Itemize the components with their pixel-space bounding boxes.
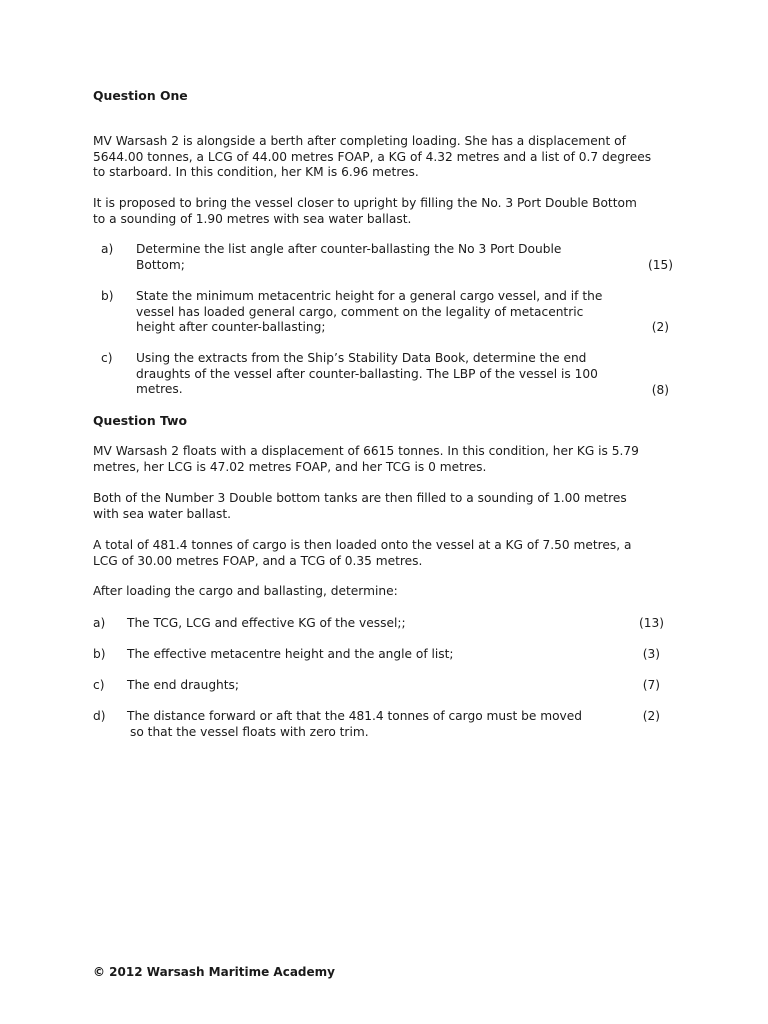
- text-line: vessel has loaded general cargo, comment on the legality of metacentric: [136, 304, 584, 319]
- item-letter: d): [93, 709, 106, 723]
- marks-badge: (15): [647, 258, 673, 272]
- text-line: The distance forward or aft that the 481.4 tonnes of cargo must be moved: [127, 709, 583, 723]
- item-letter: a): [101, 242, 114, 256]
- marks-badge: (2): [642, 709, 660, 723]
- text-line: 5644.00 tonnes, a LCG of 44.00 metres FOAP, a KG of 4.32 metres and a list of 0.7 degrees: [93, 149, 652, 164]
- text-line: Using the extracts from the Ship’s Stability Data Book, determine the end: [136, 351, 587, 365]
- marks-badge: (7): [642, 678, 660, 692]
- text-line: so that the vessel floats with zero trim.: [130, 724, 369, 739]
- text-line: MV Warsash 2 is alongside a berth after completing loading. She has a displacement of: [93, 134, 626, 148]
- question-one-intro: [93, 134, 683, 181]
- question-one-part-c: [136, 351, 626, 398]
- text-line: The TCG, LCG and effective KG of the vessel;;: [127, 616, 406, 630]
- item-letter: b): [93, 647, 106, 661]
- copyright-footer: © 2012 Warsash Maritime Academy: [93, 965, 335, 979]
- marks-badge: (3): [642, 647, 660, 661]
- text-line: Determine the list angle after counter-ballasting the No 3 Port Double: [136, 242, 562, 256]
- question-one-part-a: [136, 242, 616, 273]
- text-line: After loading the cargo and ballasting, determine:: [93, 584, 398, 598]
- item-letter: a): [93, 616, 106, 630]
- text-line: Bottom;: [136, 257, 185, 272]
- text-line: The effective metacentre height and the angle of list;: [127, 647, 454, 661]
- text-line: MV Warsash 2 floats with a displacement of 6615 tonnes. In this condition, her KG is 5.79: [93, 444, 639, 458]
- text-line: LCG of 30.00 metres FOAP, and a TCG of 0.35 metres.: [93, 553, 423, 568]
- text-line: to starboard. In this condition, her KM is 6.96 metres.: [93, 165, 419, 180]
- text-line: The end draughts;: [127, 678, 240, 692]
- question-two-cargo: [93, 538, 683, 569]
- text-line: draughts of the vessel after counter-ballasting. The LBP of the vessel is 100: [136, 366, 598, 381]
- question-two-heading: Question Two: [93, 413, 187, 428]
- question-two-part-a: [127, 616, 607, 632]
- text-line: It is proposed to bring the vessel closer to upright by filling the No. 3 Port Double Bottom: [93, 196, 637, 210]
- question-two-part-b: [127, 647, 607, 663]
- text-line: to a sounding of 1.90 metres with sea water ballast.: [93, 211, 412, 226]
- item-letter: b): [101, 289, 114, 303]
- text-line: with sea water ballast.: [93, 506, 231, 521]
- question-two-part-d: [127, 709, 617, 740]
- marks-badge: (2): [651, 320, 669, 334]
- text-line: A total of 481.4 tonnes of cargo is then loaded onto the vessel at a KG of 7.50 metres, a: [93, 538, 632, 552]
- question-two-intro: [93, 444, 683, 475]
- question-two-ballast: [93, 491, 683, 522]
- question-two-instruction: [93, 584, 683, 600]
- text-line: State the minimum metacentric height for a general cargo vessel, and if the: [136, 289, 603, 303]
- text-line: metres.: [136, 382, 183, 397]
- question-one-heading: Question One: [93, 88, 188, 103]
- marks-badge: (8): [651, 383, 669, 397]
- text-line: height after counter-ballasting;: [136, 320, 326, 335]
- text-line: metres, her LCG is 47.02 metres FOAP, and her TCG is 0 metres.: [93, 459, 487, 474]
- question-two-part-c: [127, 678, 607, 694]
- item-letter: c): [93, 678, 105, 692]
- question-one-part-b: [136, 289, 626, 336]
- item-letter: c): [101, 351, 113, 365]
- question-one-proposal: [93, 196, 683, 227]
- text-line: Both of the Number 3 Double bottom tanks are then filled to a sounding of 1.00 metres: [93, 491, 627, 505]
- marks-badge: (13): [638, 616, 664, 630]
